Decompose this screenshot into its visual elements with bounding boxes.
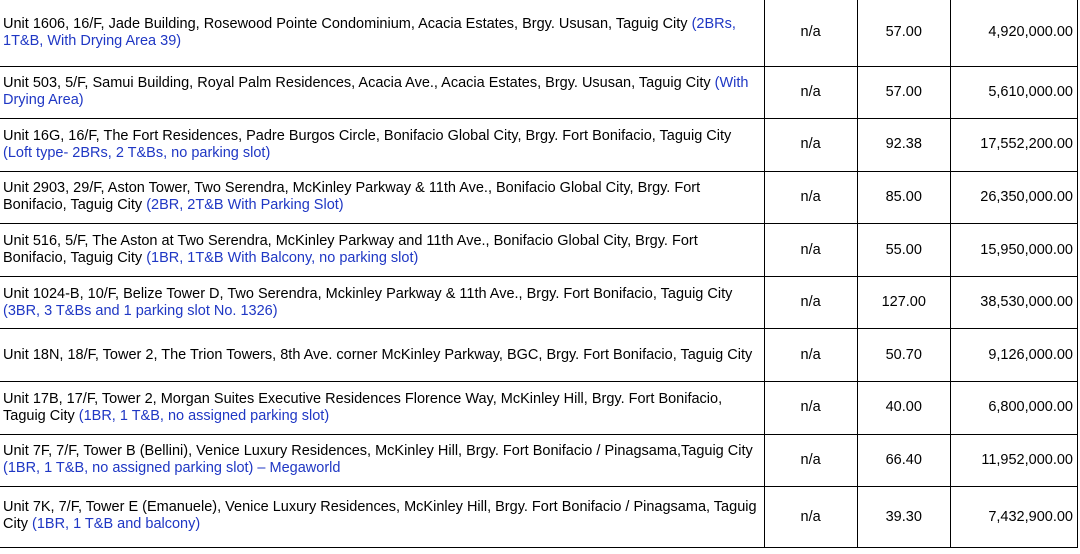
property-details-note: (2BRs, 1T&B, With Drying Area 39) <box>3 15 736 49</box>
price-basis-cell: n/a <box>764 224 857 277</box>
property-address: Unit 7K, 7/F, Tower E (Emanuele), Venice Luxury Residences, McKinley Hill, Brgy. Fort Bonifacio / Pinagsama, Taguig City <box>3 499 757 533</box>
property-address: Unit 516, 5/F, The Aston at Two Serendra, McKinley Parkway and 11th Ave., Bonifacio Global City, Brgy. Fort Bonifacio, Taguig City <box>3 233 698 267</box>
table-row <box>0 487 1078 548</box>
table-row <box>0 329 1078 382</box>
floor-area-cell: 57.00 <box>857 0 950 66</box>
price-cell: 15,950,000.00 <box>950 224 1077 277</box>
price-basis-cell: n/a <box>764 171 857 224</box>
price-basis-cell: n/a <box>764 382 857 435</box>
property-address: Unit 16G, 16/F, The Fort Residences, Padre Burgos Circle, Bonifacio Global City, Brgy. Fort Bonifacio, Taguig City <box>3 127 732 144</box>
floor-area-cell: 39.30 <box>857 487 950 548</box>
price-cell: 6,800,000.00 <box>950 382 1077 435</box>
price-cell: 26,350,000.00 <box>950 171 1077 224</box>
price-basis-cell: n/a <box>764 66 857 119</box>
price-basis-cell: n/a <box>764 0 857 66</box>
table-row <box>0 171 1078 224</box>
table-row <box>0 276 1078 329</box>
property-address: Unit 18N, 18/F, Tower 2, The Trion Towers, 8th Ave. corner McKinley Parkway, BGC, Brgy. Fort Bonifacio, Taguig City <box>3 346 753 363</box>
property-details-note: (2BR, 2T&B With Parking Slot) <box>146 197 344 214</box>
property-details-note: (Loft type- 2BRs, 2 T&Bs, no parking slot) <box>3 144 271 161</box>
floor-area-cell: 92.38 <box>857 119 950 172</box>
price-cell: 11,952,000.00 <box>950 434 1077 487</box>
price-cell: 9,126,000.00 <box>950 329 1077 382</box>
price-basis-cell: n/a <box>764 434 857 487</box>
floor-area-cell: 127.00 <box>857 276 950 329</box>
table-row <box>0 0 1078 66</box>
property-description-cell <box>0 382 764 435</box>
property-description-cell <box>0 434 764 487</box>
property-details-note: (1BR, 1 T&B, no assigned parking slot) – Megaworld <box>3 460 341 477</box>
price-basis-cell: n/a <box>764 119 857 172</box>
property-details-note: (3BR, 3 T&Bs and 1 parking slot No. 1326) <box>3 302 278 319</box>
price-basis-cell: n/a <box>764 276 857 329</box>
property-address: Unit 2903, 29/F, Aston Tower, Two Serendra, McKinley Parkway & 11th Ave., Bonifacio Global City, Brgy. Fort Bonifacio, Taguig City <box>3 180 701 214</box>
price-basis-cell: n/a <box>764 487 857 548</box>
property-address: Unit 1024-B, 10/F, Belize Tower D, Two Serendra, Mckinley Parkway & 11th Ave., Brgy. Fort Bonifacio, Taguig City <box>3 285 733 302</box>
property-address: Unit 503, 5/F, Samui Building, Royal Palm Residences, Acacia Ave., Acacia Estates, Brgy. Ususan, Taguig City <box>3 75 715 92</box>
property-details-note: (1BR, 1 T&B, no assigned parking slot) <box>78 407 330 424</box>
table-row <box>0 224 1078 277</box>
price-basis-cell: n/a <box>764 329 857 382</box>
floor-area-cell: 57.00 <box>857 66 950 119</box>
property-description-cell <box>0 276 764 329</box>
floor-area-cell: 66.40 <box>857 434 950 487</box>
property-details-note: (1BR, 1T&B With Balcony, no parking slot) <box>146 250 419 267</box>
price-cell: 4,920,000.00 <box>950 0 1077 66</box>
table-row <box>0 434 1078 487</box>
property-description-cell <box>0 0 764 66</box>
floor-area-cell: 40.00 <box>857 382 950 435</box>
property-details-note: (With Drying Area) <box>3 75 749 109</box>
table-row <box>0 119 1078 172</box>
property-address: Unit 1606, 16/F, Jade Building, Rosewood Pointe Condominium, Acacia Estates, Brgy. Ususan, Taguig City <box>3 15 692 32</box>
property-address: Unit 7F, 7/F, Tower B (Bellini), Venice Luxury Residences, McKinley Hill, Brgy. Fort Bonifacio / Pinagsama,Taguig City <box>3 443 753 460</box>
price-cell: 38,530,000.00 <box>950 276 1077 329</box>
price-cell: 17,552,200.00 <box>950 119 1077 172</box>
property-description-cell <box>0 119 764 172</box>
floor-area-cell: 55.00 <box>857 224 950 277</box>
property-description-cell <box>0 487 764 548</box>
floor-area-cell: 85.00 <box>857 171 950 224</box>
table-row <box>0 66 1078 119</box>
price-cell: 7,432,900.00 <box>950 487 1077 548</box>
property-details-note: (1BR, 1 T&B and balcony) <box>32 516 201 533</box>
property-address: Unit 17B, 17/F, Tower 2, Morgan Suites Executive Residences Florence Way, McKinley Hill, Brgy. Fort Bonifacio, Taguig City <box>3 390 723 424</box>
floor-area-cell: 50.70 <box>857 329 950 382</box>
property-description-cell <box>0 66 764 119</box>
property-description-cell <box>0 224 764 277</box>
property-description-cell <box>0 171 764 224</box>
table-row <box>0 382 1078 435</box>
property-description-cell <box>0 329 764 382</box>
price-cell: 5,610,000.00 <box>950 66 1077 119</box>
